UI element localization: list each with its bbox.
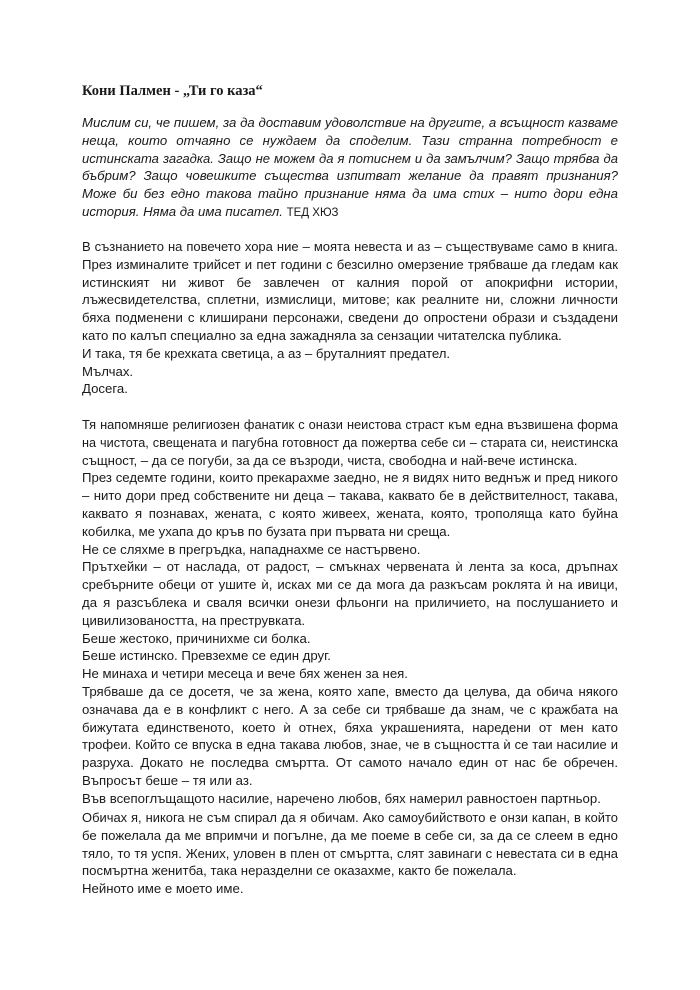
text-line: Не минаха и четири месеца и вече бях женен за нея.	[82, 666, 408, 682]
text-line: трофеи. Който се впуска в една такава любов, знае, че в същността ѝ се таи насилие и	[82, 737, 618, 753]
text-line: бижутата единственото, което ѝ отнех, бяха украшенията, наредени от мен като	[82, 719, 618, 735]
paragraph-3	[82, 809, 618, 898]
document-title: Кони Палмен - „Ти го каза“	[82, 83, 263, 99]
text-line: Мълчах.	[82, 363, 134, 379]
epigraph-line: история. Няма да има писател.	[82, 203, 283, 219]
text-line: цивилизоваността, на преструвката.	[82, 612, 306, 628]
paragraph-1	[82, 238, 618, 398]
text-line: да я разсъблека и сваля всички онези фльонги на приличието, на послушанието и	[82, 594, 618, 610]
text-line: лъжесвидетелства, сплетни, измислици, митове; как реалните ни, сложни личности	[82, 292, 618, 308]
epigraph	[82, 114, 618, 223]
text-line: Беше жестоко, причинихме си болка.	[82, 630, 311, 646]
text-line: посмъртна женитба, така неразделни се оказахме, както бе пожелала.	[82, 863, 517, 879]
text-line: Не се сляхме в прегръдка, нападнахме се настървено.	[82, 541, 421, 557]
epigraph-line: бъбрим? Защо човешките същества изпитват желание да правят признания?	[82, 168, 618, 184]
epigraph-quote	[82, 114, 618, 223]
text-line: същност, – да се погуби, за да се възроди, чиста, свободна и най-вече истинска.	[82, 452, 578, 468]
text-line: каквато я познавах, жената, с която живеех, жената, която, трополяща като буйна	[82, 505, 618, 521]
text-line: Беше истинско. Превзехме се един друг.	[82, 648, 331, 664]
text-line: В съзнанието на повечето хора ние – моята невеста и аз – съществуваме само в книга.	[82, 239, 618, 254]
text-line: През седемте години, които прекарахме заедно, не я видях нито веднъж и пред никого	[82, 470, 618, 486]
text-line: Нейното име е моето име.	[82, 881, 244, 897]
text-line: – нито дори пред собствените ни деца – такава, каквато бе в действителност, такава,	[82, 488, 618, 504]
text-line: разруха. Докато не последва смъртта. От самото начало един от нас бе обречен.	[82, 755, 618, 771]
text-line: Въпросът беше – тя или аз.	[82, 772, 253, 788]
text-line: Досега.	[82, 381, 128, 397]
text-line: бяха подменени с клиширани персонажи, сведени до опростени образи и създадени	[82, 310, 618, 326]
text-line: като по калъп специално за една зажадняла за сензации читателска публика.	[82, 327, 562, 343]
epigraph-line: Може би без едно такова тайно признание няма да има стих – нито дори една	[82, 186, 618, 202]
text-line: Трябваше да се досетя, че за жена, която хапе, вместо да целува, да обича някого	[82, 683, 618, 699]
text-line: на чистота, свещената и пагубна готовност да пожертва себе си – старата си, неистинска	[82, 434, 618, 450]
epigraph-line: Мислим си, че пишем, за да доставим удоволствие на другите, а всъщност казваме	[82, 115, 618, 130]
epigraph-last-line	[82, 203, 618, 223]
text-line: бе пожелала да ме впримчи и погълне, да ме поеме в себе си, за да се слеем в едно	[82, 827, 618, 843]
text-line: истинският ни живот бе завлечен от калния порой от апокрифни истории,	[82, 274, 618, 290]
epigraph-line: истинската загадка. Защо не можем да я потиснем и да замълчим? Защо трябва да	[82, 150, 618, 166]
text-line: През изминалите трийсет и пет години с безсилно омерзение трябваше да гледам как	[82, 256, 618, 272]
text-line: тяло, то тя успя. Жених, уловен в плен от смъртта, слят завинаги с невестата си в една	[82, 845, 618, 861]
epigraph-line: неща, които отчаяно се нуждаем да споделим. Тази странна потребност е	[82, 132, 618, 148]
text-line: означава да е в конфликт с него. А за себе си трябваше да знам, че с кражбата на	[82, 701, 618, 717]
text-line: И така, тя бе крехката светица, а аз – бруталният предател.	[82, 345, 451, 361]
text-line: Тя напомняше религиозен фанатик с онази неистова страст към една възвишена форма	[82, 417, 618, 432]
text-line: кобилка, ме ухапа до кръв по бузата при първата ни среща.	[82, 523, 451, 539]
text-line: Във всепоглъщащото насилие, наречено любов, бях намерил равностоен партньор.	[82, 790, 601, 806]
text-line: Обичах я, никога не съм спирал да я обичам. Ако самоубийството е онзи капан, в който	[82, 810, 618, 825]
text-line: Прътхейки – от наслада, от радост, – смъкнах червената ѝ лента за коса, дръпнах	[82, 559, 618, 575]
text-line: сребърните обеци от ушите ѝ, исках ми се да мога да разкъсам роклята ѝ на ивици,	[82, 577, 618, 593]
paragraph-2	[82, 416, 618, 808]
epigraph-author: ТЕД ХЮЗ	[286, 206, 339, 219]
